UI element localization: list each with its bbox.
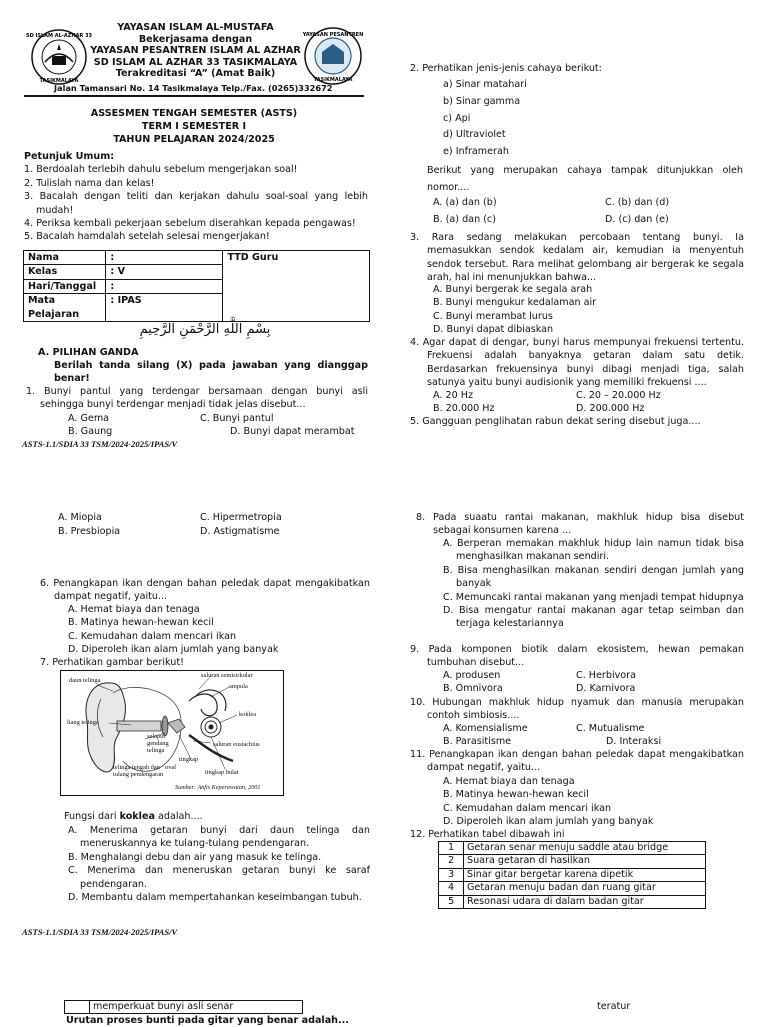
subject-field[interactable]: : IPAS: [106, 294, 223, 322]
q6-option-a[interactable]: A. Hemat biaya dan tenaga: [68, 604, 200, 615]
ear-label-tingkap: tingkap: [179, 756, 199, 763]
q2-option-a[interactable]: A. (a) dan (b): [433, 197, 497, 208]
q2-list: [443, 77, 527, 161]
q5-option-b[interactable]: B. Presbiopia: [58, 526, 121, 537]
ear-label-ampula: ampula: [229, 683, 248, 690]
q6-option-d[interactable]: D. Diperoleh ikan alam jumlah yang banyak: [68, 644, 279, 656]
q8-option-c[interactable]: C. Memuncaki rantai makanan yang menjadi tempat hidupnya: [443, 591, 744, 603]
q4-option-c[interactable]: C. 20 – 20.000 Hz: [576, 390, 661, 401]
table-row: [439, 895, 706, 908]
header-address: Jalan Tamansari No. 14 Tasikmalaya Telp./Fax. (0265)332672: [54, 83, 333, 93]
q8-option-a[interactable]: A. Berperan memakan makhluk hidup lain namun tidak bisa menghasilkan makanan sendiri.: [443, 538, 744, 563]
ear-label-eustachian: saluran eustachius: [213, 741, 260, 748]
q9-option-b[interactable]: B. Omnivora: [443, 683, 503, 694]
q7-option-a[interactable]: A. Menerima getaran bunyi dari daun telinga dan meneruskannya ke tulang-tulang pendengaran.: [68, 825, 370, 850]
page-footer-2: ASTS-1.1/SDIA 33 TSM/2024-2025/IPAS/V: [22, 927, 178, 937]
guitar-steps-table-continued: [64, 1000, 303, 1014]
page-footer: ASTS-1.1/SDIA 33 TSM/2024-2025/IPAS/V: [22, 439, 178, 449]
step-text: Suara getaran di hasilkan: [464, 855, 706, 868]
q1-option-d[interactable]: D. Bunyi dapat merambat: [230, 426, 355, 437]
q1-option-b[interactable]: B. Gaung: [68, 426, 113, 437]
q11-option-c[interactable]: C. Kemudahan dalam mencari ikan: [443, 802, 612, 814]
step-text: Getaran senar menuju saddle atau bridge: [464, 842, 706, 855]
q2-option-b[interactable]: B. (a) dan (c): [433, 214, 496, 225]
step-number: 4: [439, 882, 464, 895]
q5-option-c[interactable]: C. Hipermetropia: [200, 512, 282, 523]
q2-option-c[interactable]: C. (b) dan (d): [605, 197, 670, 208]
q1-option-c[interactable]: C. Bunyi pantul: [200, 413, 274, 424]
q2-stem: Berikut yang merupakan cahaya tampak ditunjukkan oleh nomor....: [427, 165, 743, 193]
class-field[interactable]: : V: [106, 265, 223, 279]
svg-text:TASIKMALAYA: TASIKMALAYA: [313, 77, 353, 83]
exam-title-line-1: ASSESMEN TENGAH SEMESTER (ASTS): [90, 108, 298, 119]
ear-label-oval: oval: [165, 764, 177, 771]
q6-option-c[interactable]: C. Kemudahan dalam mencari ikan: [68, 630, 237, 642]
ear-label-round-window: tingkap bulat: [205, 769, 239, 776]
ttd-label: TTD Guru: [227, 252, 279, 263]
date-field[interactable]: :: [106, 279, 223, 293]
step-text-continued: memperkuat bunyi asli senar: [90, 1001, 303, 1014]
q3-option-d[interactable]: D. Bunyi dapat dibiaskan: [433, 324, 554, 336]
q7-option-b[interactable]: B. Menghalangi debu dan air yang masuk ke telinga.: [68, 851, 322, 863]
section-a-title: A. PILIHAN GANDA: [38, 347, 139, 358]
step-number-empty: [65, 1001, 90, 1014]
q8-option-b[interactable]: B. Bisa menghasilkan makanan sendiri dengan jumlah yang banyak: [443, 564, 744, 590]
q12-stem: Urutan proses bunti pada gitar yang benar adalah...: [66, 1015, 349, 1026]
step-text: Getaran menuju badan dan ruang gitar: [464, 882, 706, 895]
q4-option-b[interactable]: B. 20.000 Hz: [433, 403, 495, 414]
svg-text:YAYASAN PESANTREN: YAYASAN PESANTREN: [302, 32, 364, 38]
q11-option-b[interactable]: B. Matinya hewan-hewan kecil: [443, 789, 589, 801]
q7-stem-prefix: Fungsi dari: [64, 811, 120, 822]
step-number: 3: [439, 868, 464, 881]
q5-option-d[interactable]: D. Astigmatisme: [200, 526, 280, 537]
instruction-item: 2. Tulislah nama dan kelas!: [24, 177, 155, 189]
question-3: 3. Rara sedang melakukan percobaan tentang bunyi. Ia memasukkan sendok kedalam air, kemudian ia menyentuh sendok tersebut. Rara melihat gelombang air bergerak ke segala arah, hal ini menunjukkan bahwa...: [410, 232, 744, 284]
general-instructions: [24, 150, 368, 244]
q3-option-a[interactable]: A. Bunyi bergerak ke segala arah: [433, 284, 593, 295]
ear-label-semicircular: saluran semisirkular: [201, 672, 253, 679]
ear-label-gendang: gendang: [147, 740, 169, 747]
q1-option-a[interactable]: A. Gema: [68, 413, 110, 424]
name-label: Nama: [24, 251, 106, 265]
q10-option-c[interactable]: C. Mutualisme: [576, 723, 645, 734]
svg-text:TASIKMALAYA: TASIKMALAYA: [39, 78, 79, 84]
exam-title: [24, 107, 364, 146]
header-line-5: Terakreditasi “A” (Amat Baik): [115, 68, 276, 80]
q4-option-d[interactable]: D. 200.000 Hz: [576, 403, 645, 414]
q9-option-d[interactable]: D. Karnivora: [576, 683, 636, 694]
step-number: 2: [439, 855, 464, 868]
identity-table: [23, 250, 370, 322]
question-8: 8. Pada suaatu rantai makanan, makhluk hidup bisa disebut sebagai konsumen karena ...: [416, 512, 744, 537]
question-12: 12. Perhatikan tabel dibawah ini: [410, 829, 565, 840]
basmalah-calligraphy: بِسْمِ اللَّهِ الرَّحْمَنِ الرَّحِيمِ: [139, 322, 271, 337]
section-a-instruction: Berilah tanda silang (X) pada jawaban yang dianggap benar!: [54, 360, 368, 385]
ear-label-outer: daun telinga: [69, 677, 101, 684]
q2-option-d[interactable]: D. (c) dan (e): [605, 214, 669, 225]
q2-list-item: d) Ultraviolet: [443, 129, 506, 141]
header-line-1: YAYASAN ISLAM AL-MUSTAFA: [117, 22, 274, 33]
q3-options: [433, 283, 596, 337]
ear-anatomy-figure: [60, 670, 284, 796]
question-1: 1. Bunyi pantul yang terdengar bersamaan dengan bunyi asli sehingga bunyi terdengar menjadi tidak jelas disebut...: [26, 386, 368, 411]
q9-option-a[interactable]: A. produsen: [443, 670, 501, 681]
q11-options: [443, 775, 653, 829]
question-10: 10. Hubungan makhluk hidup nyamuk dan manusia merupakan contoh simbiosis....: [410, 697, 744, 722]
question-7: 7. Perhatikan gambar berikut!: [40, 657, 184, 668]
q8-options: [443, 537, 744, 631]
q9-option-c[interactable]: C. Herbivora: [576, 670, 636, 681]
table-row: [439, 842, 706, 855]
q6-option-b[interactable]: B. Matinya hewan-hewan kecil: [68, 617, 214, 629]
q2-list-item: e) Inframerah: [443, 146, 509, 158]
guitar-steps-table: [438, 841, 706, 909]
question-5: 5. Gangguan penglihatan rabun dekat sering disebut juga....: [410, 416, 701, 427]
instruction-item: 3. Bacalah dengan teliti dan kerjakan dahulu soal-soal yang lebih mudah!: [24, 191, 368, 216]
q10-option-b[interactable]: B. Parasitisme: [443, 736, 512, 747]
q10-option-a[interactable]: A. Komensialisme: [443, 723, 528, 734]
q2-list-item: c) Api: [443, 112, 471, 124]
instructions-title: Petunjuk Umum:: [24, 151, 115, 162]
ear-label-ossicles: tulang pendengaran: [113, 771, 164, 778]
instruction-item: 5. Bacalah hamdalah setelah selesai mengerjakan!: [24, 231, 270, 243]
question-6: 6. Penangkapan ikan dengan bahan peledak dapat mengakibatkan dampat negatif, yaitu...: [40, 578, 370, 603]
q10-option-d[interactable]: D. Interaksi: [606, 736, 662, 747]
ear-label-middle-ear: telinga tengah dan: [113, 764, 160, 771]
step-number: 5: [439, 895, 464, 908]
header-line-2: Bekerjasama dengan: [138, 33, 253, 45]
q2-list-item: b) Sinar gamma: [443, 95, 521, 107]
ear-label-selaput: selaput: [147, 733, 166, 740]
subject-label: Mata Pelajaran: [24, 294, 106, 322]
svg-text:SD ISLAM AL-AZHAR 33: SD ISLAM AL-AZHAR 33: [26, 33, 92, 39]
q3-option-c[interactable]: C. Bunyi merambat lurus: [433, 310, 553, 322]
q2-list-item: a) Sinar matahari: [443, 79, 527, 90]
q11-option-a[interactable]: A. Hemat biaya dan tenaga: [443, 776, 575, 787]
q7-options: [68, 824, 370, 904]
question-2: 2. Perhatikan jenis-jenis cahaya berikut:: [410, 63, 602, 74]
date-label: Hari/Tanggal: [24, 279, 106, 293]
step-number: 1: [439, 842, 464, 855]
q7-stem-suffix: adalah....: [154, 811, 203, 822]
table-row: [439, 882, 706, 895]
q7-stem: [64, 810, 203, 823]
q3-option-b[interactable]: B. Bunyi mengukur kedalaman air: [433, 297, 597, 309]
question-11: 11. Penangkapan ikan dengan bahan peledak dapat mengakibatkan dampat negatif, yaitu...: [410, 749, 744, 774]
q7-option-c[interactable]: C. Menerima dan meneruskan getaran bunyi ke saraf pendengaran.: [68, 865, 370, 890]
question-9: 9. Pada komponen biotik dalam ekosistem, hewan pemakan tumbuhan disebut...: [410, 644, 744, 669]
continued-text: teratur: [597, 1001, 631, 1012]
instruction-item: 1. Berdoalah terlebih dahulu sebelum mengerjakan soal!: [24, 164, 298, 176]
instruction-item: 4. Periksa kembali pekerjaan sebelum diserahkan kepada pengawas!: [24, 218, 356, 230]
header-line-3: YAYASAN PESANTREN ISLAM AL AZHAR: [90, 45, 301, 57]
class-label: Kelas: [24, 265, 106, 279]
ear-label-cochlea: koklea: [239, 711, 257, 718]
table-row: [439, 868, 706, 881]
q6-options: [68, 603, 278, 657]
ear-figure-source: Sumber: Anfis Keperawatan, 2001: [175, 784, 261, 791]
q11-option-d[interactable]: D. Diperoleh ikan alam jumlah yang banyak: [443, 816, 654, 828]
header-line-4: SD ISLAM AL AZHAR 33 TASIKMALAYA: [93, 56, 298, 68]
ear-diagram-illustration: [61, 671, 283, 795]
name-field[interactable]: :: [106, 251, 223, 265]
step-text: Sinar gitar bergetar karena dipetik: [464, 868, 706, 881]
exam-title-line-2: TERM I SEMESTER I: [141, 121, 247, 132]
header-divider: [24, 95, 364, 97]
q5-option-a[interactable]: A. Miopia: [58, 512, 102, 523]
question-4: 4. Agar dapat di dengar, bunyi harus mempunyai frekuensi tertentu. Frekuensi adalah banyaknya getaran dalam satu detik. Berdasarkan frekuensinya bunyi dibagi menjadi tiga, salah satunya yaitu bunyi audisionik yang memiliki frekuensi ....: [410, 337, 744, 389]
q7-stem-keyword: koklea: [119, 811, 155, 822]
ear-label-canal: liang telinga: [67, 719, 99, 726]
q4-option-a[interactable]: A. 20 Hz: [433, 390, 474, 401]
exam-title-line-3: TAHUN PELAJARAN 2024/2025: [113, 134, 275, 145]
table-row: [439, 855, 706, 868]
step-text: Resonasi udara di dalam badan gitar: [464, 895, 706, 908]
q8-option-d[interactable]: D. Bisa mengatur rantai makanan agar tetap seimban dan terjaga kelestariannya: [443, 605, 744, 630]
teacher-signature-field[interactable]: [223, 251, 370, 322]
ear-label-telinga: telinga: [147, 747, 165, 754]
q7-option-d[interactable]: D. Membantu dalam mempertahankan keseimbangan tubuh.: [68, 892, 362, 904]
